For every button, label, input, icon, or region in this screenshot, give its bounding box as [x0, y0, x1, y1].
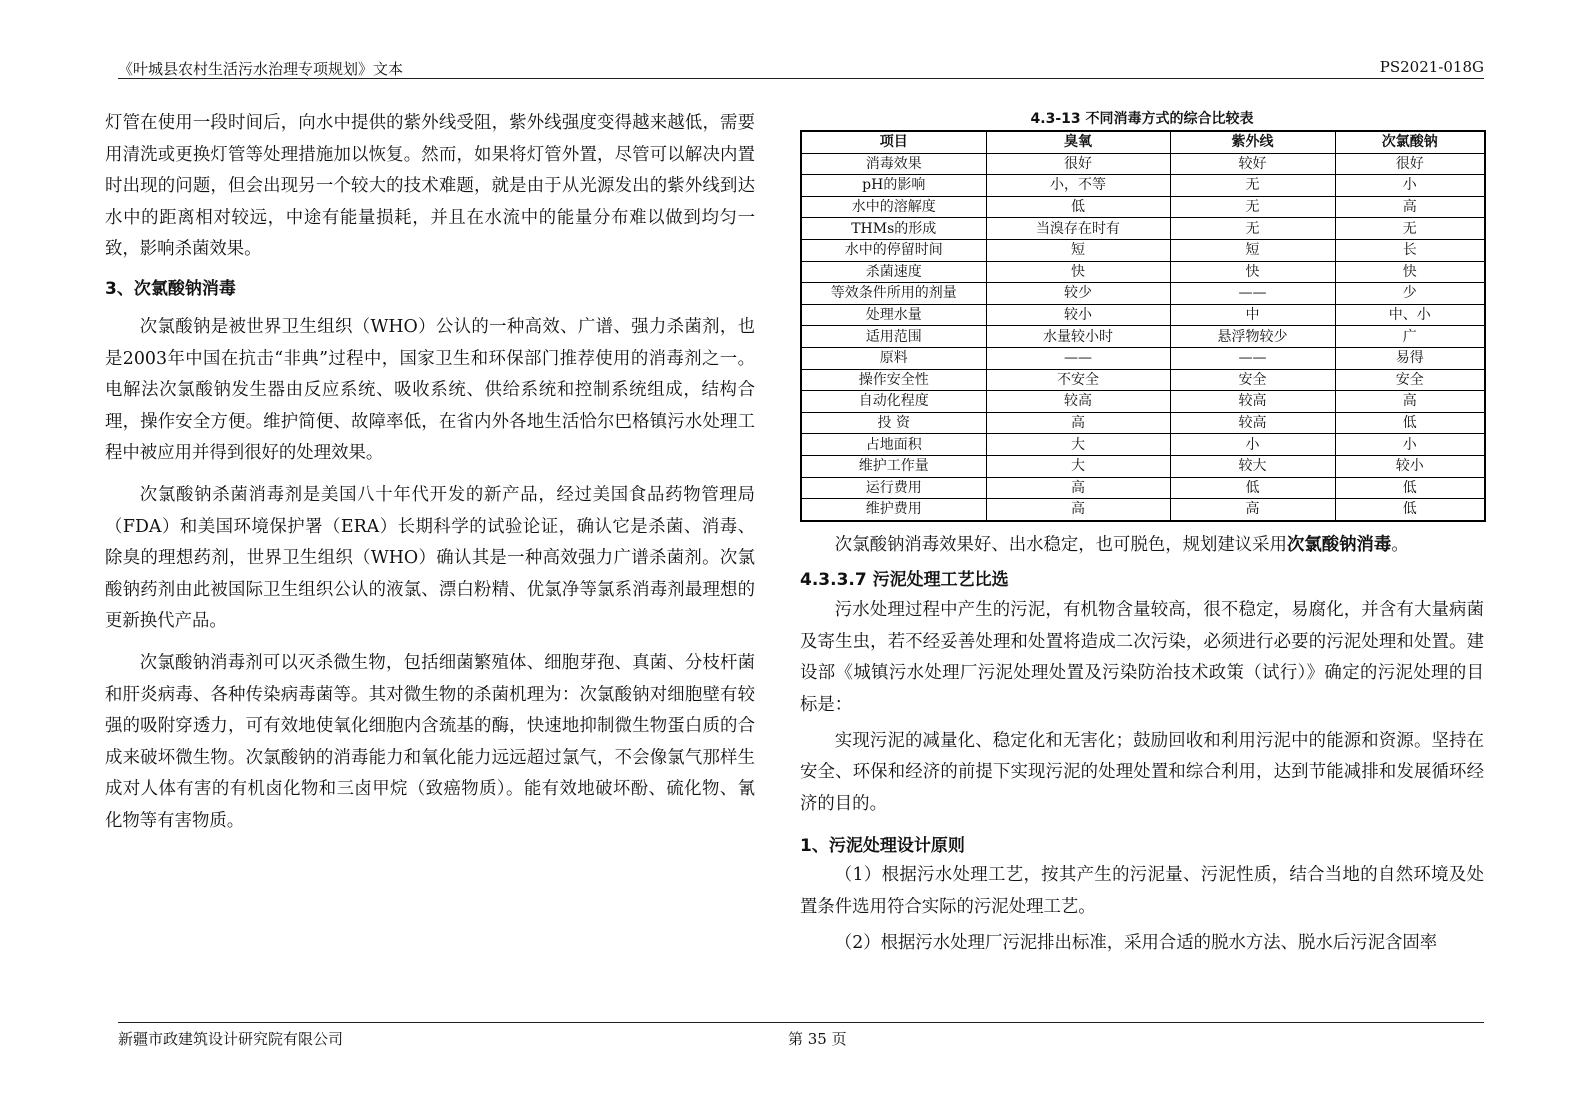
paragraph-recommendation — [800, 530, 1484, 562]
table-cell: 低 — [1335, 412, 1485, 434]
table-cell: 无 — [1170, 175, 1335, 197]
paragraph-sodium-hypochlorite-intro: 次氯酸钠是被世界卫生组织（WHO）公认的一种高效、广谱、强力杀菌剂，也是2003年中国在抗击“非典”过程中，国家卫生和环保部门推荐使用的消毒剂之一。电解法次氯酸钠发生器由反应系统、吸收系统、供给系统和控制系统组成，结构合理，操作安全方便。维护简便、故障率低，在省内外各地生活恰尔巴格镇污水处理工程中被应用并得到很好的处理效果。 — [105, 316, 755, 464]
document-title: 《叶城县农村生活污水治理专项规划》文本 — [118, 60, 404, 78]
table-caption: 4.3-13 不同消毒方式的综合比较表 — [1030, 111, 1254, 127]
page-footer — [118, 1022, 1484, 1049]
table-header-cell: 项目 — [801, 131, 986, 153]
table-cell: 悬浮物较少 — [1170, 326, 1335, 348]
table-cell: 较小 — [1335, 455, 1485, 477]
table-cell: 维护费用 — [801, 499, 986, 521]
heading-sodium-hypochlorite: 3、次氯酸钠消毒 — [105, 278, 236, 299]
table-cell: 大 — [986, 434, 1170, 456]
table-cell: 高 — [1335, 391, 1485, 413]
table-cell: 较小 — [986, 304, 1170, 326]
table-row — [801, 175, 1485, 197]
table-cell: 较高 — [1170, 412, 1335, 434]
table-row — [801, 347, 1485, 369]
table-header-cell: 臭氧 — [986, 131, 1170, 153]
paragraph-uv-continued: 灯管在使用一段时间后，向水中提供的紫外线受阻，紫外线强度变得越来越低，需要用清洗或更换灯管等处理措施加以恢复。然而，如果将灯管外置，尽管可以解决内置时出现的问题，但会出现另一个较大的技术难题，就是由于从光源发出的紫外线到达水中的距离相对较远，中途有能量损耗，并且在水流中的能量分布难以做到均匀一致，影响杀菌效果。 — [105, 113, 755, 260]
table-cell: 自动化程度 — [801, 391, 986, 413]
paragraph-sludge-intro: 污水处理过程中产生的污泥，有机物含量较高，很不稳定，易腐化，并含有大量病菌及寄生虫，若不经妥善处理和处置将造成二次污染，必须进行必要的污泥处理和处置。建设部《城镇污水处理厂污泥处理处置及污染防治技术政策（试行）》确定的污泥处理的目标是： — [800, 600, 1484, 716]
table-cell: 较少 — [986, 283, 1170, 305]
table-cell: 小 — [1335, 175, 1485, 197]
table-cell: 很好 — [986, 153, 1170, 175]
table-row — [801, 261, 1485, 283]
table-cell: 中、小 — [1335, 304, 1485, 326]
table-cell: 不安全 — [986, 369, 1170, 391]
table-cell: 小 — [1170, 434, 1335, 456]
table-cell: THMs的形成 — [801, 218, 986, 240]
table-cell: 无 — [1170, 218, 1335, 240]
table-cell: 小，不等 — [986, 175, 1170, 197]
table-cell: 投 资 — [801, 412, 986, 434]
paragraph-sodium-hypochlorite-fda: 次氯酸钠杀菌消毒剂是美国八十年代开发的新产品，经过美国食品药物管理局（FDA）和美国环境保护署（ERA）长期科学的试验论证，确认它是杀菌、消毒、除臭的理想药剂，世界卫生组织（WHO）确认其是一种高效强力广谱杀菌剂。次氯酸钠药剂由此被国际卫生组织公认的液氯、漂白粉精、优氯净等氯系消毒剂最理想的更新换代产品。 — [105, 484, 755, 632]
page-number: 第 35 页 — [788, 1030, 847, 1048]
table-cell: 高 — [986, 412, 1170, 434]
table-cell: 较好 — [1170, 153, 1335, 175]
paragraph-principle-2: （2）根据污水处理厂污泥排出标准，采用合适的脱水方法、脱水后污泥含固率 — [834, 932, 1438, 953]
table-cell: 高 — [986, 477, 1170, 499]
table-cell: 无 — [1335, 218, 1485, 240]
table-cell: 杀菌速度 — [801, 261, 986, 283]
table-cell: 低 — [1335, 477, 1485, 499]
table-cell: 原料 — [801, 347, 986, 369]
table-row — [801, 153, 1485, 175]
table-cell: 当溴存在时有 — [986, 218, 1170, 240]
table-row — [801, 499, 1485, 521]
table-cell: 消毒效果 — [801, 153, 986, 175]
table-cell: 运行费用 — [801, 477, 986, 499]
table-header-cell: 紫外线 — [1170, 131, 1335, 153]
table-cell: 短 — [986, 239, 1170, 261]
paragraph-sludge-goals: 实现污泥的减量化、稳定化和无害化；鼓励回收和利用污泥中的能源和资源。坚持在安全、环保和经济的前提下实现污泥的处理处置和综合利用，达到节能减排和发展循环经济的目的。 — [800, 730, 1484, 814]
table-cell: 安全 — [1170, 369, 1335, 391]
table-cell: 很好 — [1335, 153, 1485, 175]
page-header — [118, 58, 1484, 79]
paragraph-principle-1: （1）根据污水处理工艺，按其产生的污泥量、污泥性质，结合当地的自然环境及处置条件选用符合实际的污泥处理工艺。 — [800, 865, 1484, 918]
table-cell: 大 — [986, 455, 1170, 477]
recommendation-text: 次氯酸钠消毒效果好、出水稳定，也可脱色，规划建议采用 — [834, 534, 1287, 555]
table-row — [801, 304, 1485, 326]
table-cell: 高 — [986, 499, 1170, 521]
table-cell: 快 — [1170, 261, 1335, 283]
table-row — [801, 283, 1485, 305]
table-cell: 易得 — [1335, 347, 1485, 369]
table-cell: pH的影响 — [801, 175, 986, 197]
table-header-cell: 次氯酸钠 — [1335, 131, 1485, 153]
document-code: PS2021-018G — [1379, 58, 1484, 76]
table-cell: —— — [1170, 283, 1335, 305]
recommendation-end: 。 — [1391, 534, 1409, 555]
table-row — [801, 369, 1485, 391]
table-row — [801, 218, 1485, 240]
table-row — [801, 196, 1485, 218]
heading-4-3-3-7: 4.3.3.7 污泥处理工艺比选 — [800, 570, 1009, 591]
table-cell: 处理水量 — [801, 304, 986, 326]
table-header-row — [801, 131, 1485, 153]
table-cell: —— — [1170, 347, 1335, 369]
table-cell: 水量较小时 — [986, 326, 1170, 348]
table-cell: 较大 — [1170, 455, 1335, 477]
recommendation-emphasis: 次氯酸钠消毒 — [1286, 534, 1392, 555]
table-row — [801, 391, 1485, 413]
table-cell: 水中的溶解度 — [801, 196, 986, 218]
table-cell: 快 — [1335, 261, 1485, 283]
table-cell: 较高 — [1170, 391, 1335, 413]
table-cell: 维护工作量 — [801, 455, 986, 477]
table-cell: —— — [986, 347, 1170, 369]
table-row — [801, 239, 1485, 261]
table-cell: 高 — [1170, 499, 1335, 521]
table-cell: 水中的停留时间 — [801, 239, 986, 261]
table-cell: 无 — [1170, 196, 1335, 218]
table-cell: 操作安全性 — [801, 369, 986, 391]
organization-name: 新疆市政建筑设计研究院有限公司 — [118, 1030, 344, 1048]
table-row — [801, 455, 1485, 477]
heading-sludge-design-principles: 1、污泥处理设计原则 — [800, 836, 965, 857]
table-row — [801, 412, 1485, 434]
table-cell: 占地面积 — [801, 434, 986, 456]
table-cell: 小 — [1335, 434, 1485, 456]
disinfection-comparison-table — [800, 130, 1486, 522]
table-cell: 广 — [1335, 326, 1485, 348]
table-row — [801, 326, 1485, 348]
table-cell: 低 — [986, 196, 1170, 218]
table-cell: 少 — [1335, 283, 1485, 305]
table-cell: 短 — [1170, 239, 1335, 261]
table-row — [801, 477, 1485, 499]
table-cell: 等效条件所用的剂量 — [801, 283, 986, 305]
right-column — [800, 108, 1484, 959]
table-cell: 长 — [1335, 239, 1485, 261]
table-cell: 较高 — [986, 391, 1170, 413]
table-cell: 高 — [1335, 196, 1485, 218]
table-cell: 适用范围 — [801, 326, 986, 348]
paragraph-sodium-hypochlorite-mechanism: 次氯酸钠消毒剂可以灭杀微生物，包括细菌繁殖体、细胞芽孢、真菌、分枝杆菌和肝炎病毒、各种传染病毒菌等。其对微生物的杀菌机理为：次氯酸钠对细胞壁有较强的吸附穿透力，可有效地使氧化细胞内含巯基的酶，快速地抑制微生物蛋白质的合成来破坏微生物。次氯酸钠的消毒能力和氧化能力远远超过氯气，不会像氯气那样生成对人体有害的有机卤化物和三卤甲烷（致癌物质）。能有效地破坏酚、硫化物、氰化物等有害物质。 — [105, 652, 755, 831]
table-cell: 中 — [1170, 304, 1335, 326]
table-cell: 快 — [986, 261, 1170, 283]
table-row — [801, 434, 1485, 456]
table-cell: 低 — [1335, 499, 1485, 521]
table-cell: 安全 — [1335, 369, 1485, 391]
table-cell: 低 — [1170, 477, 1335, 499]
left-column — [105, 108, 755, 837]
